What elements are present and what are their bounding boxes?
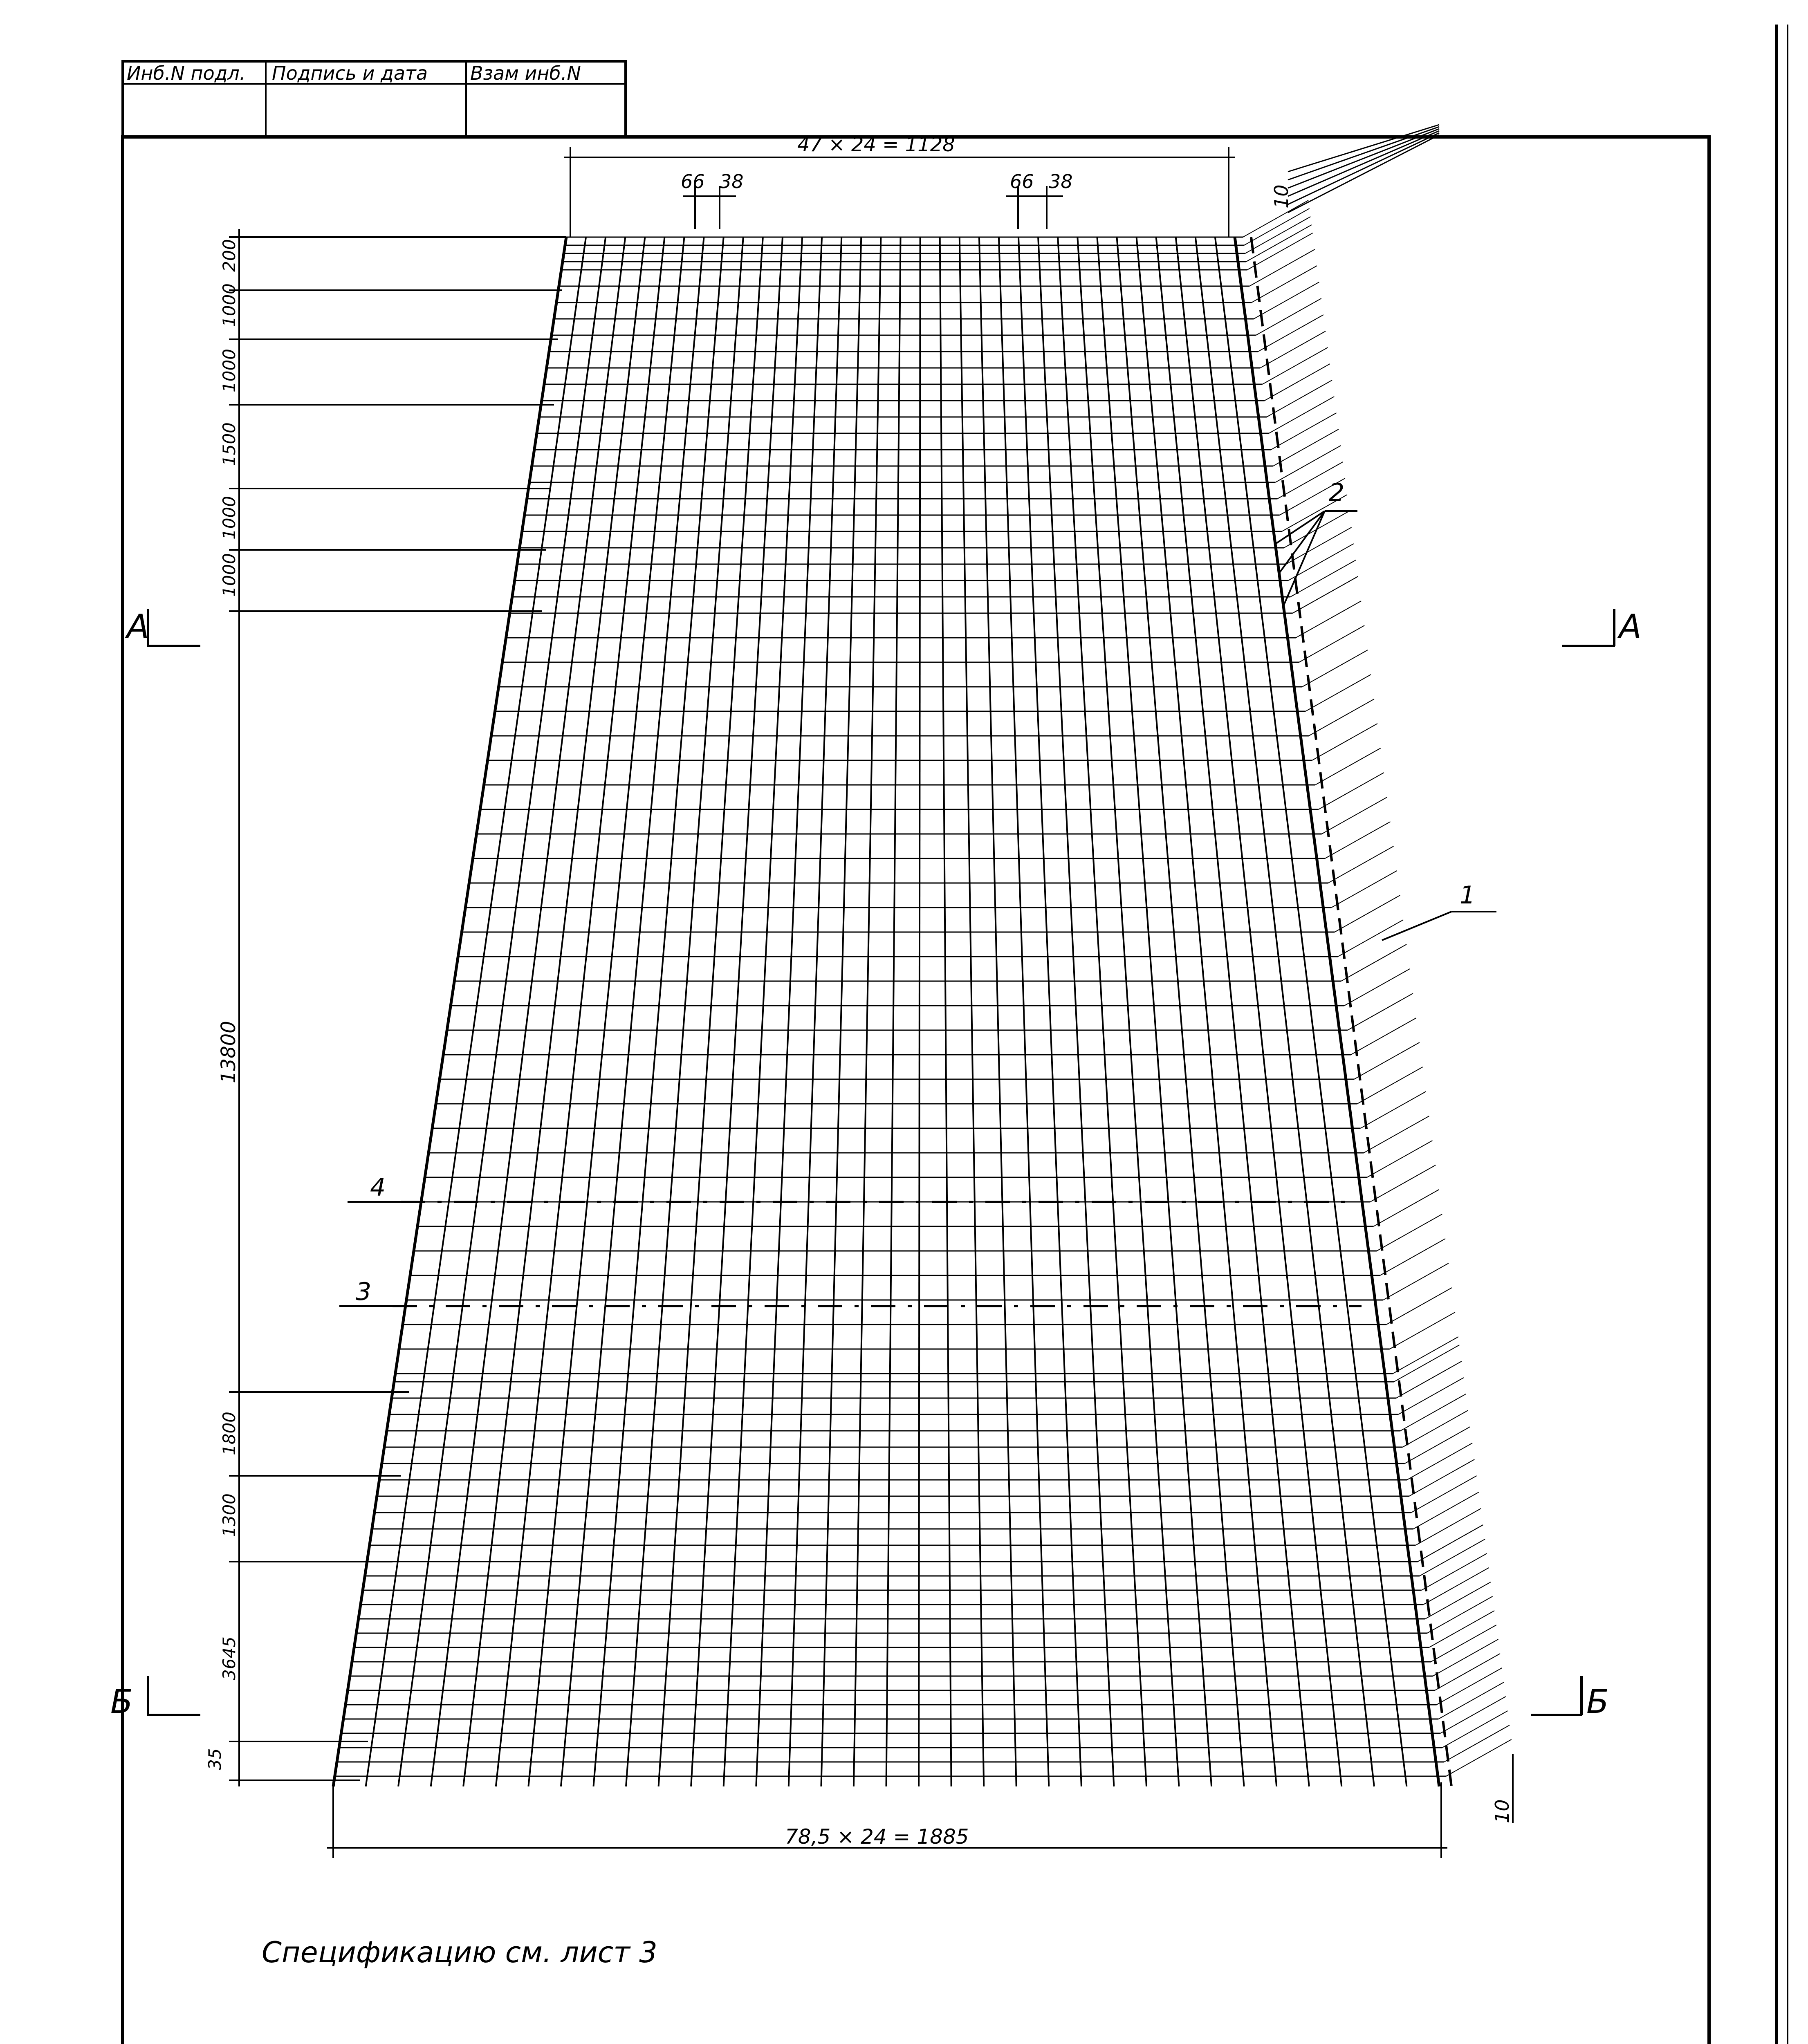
longitudinal-bar bbox=[1097, 237, 1211, 1786]
section-a-left: А bbox=[127, 607, 149, 645]
ring-bar-tail bbox=[1433, 1639, 1498, 1676]
ring-bar-tail bbox=[1423, 1568, 1489, 1605]
ring-bar-tail bbox=[1394, 1345, 1459, 1382]
ring-bar-tail bbox=[1357, 1067, 1423, 1104]
ring-bar-tail bbox=[1411, 1476, 1477, 1513]
ring-bar-tail bbox=[1361, 1091, 1426, 1128]
ring-bar-tail bbox=[1288, 544, 1354, 580]
ring-bar-tail bbox=[1409, 1459, 1474, 1496]
ring-bar-tail bbox=[1351, 1018, 1416, 1055]
ring-bar-tail bbox=[1254, 282, 1319, 319]
ring-bar-tail bbox=[1398, 1378, 1464, 1414]
longitudinal-bar bbox=[561, 237, 704, 1786]
longitudinal-bar bbox=[1235, 237, 1439, 1786]
ring-bar-tail bbox=[1418, 1525, 1483, 1562]
section-b-left: Б bbox=[110, 1683, 133, 1721]
longitudinal-bar bbox=[886, 237, 901, 1786]
ring-bar-tail bbox=[1435, 1654, 1500, 1690]
dim-top-overall: 47 × 24 = 1128 bbox=[797, 133, 955, 156]
longitudinal-bar bbox=[1196, 237, 1374, 1786]
ring-bar-tail bbox=[1364, 1116, 1429, 1153]
corner-hatch bbox=[1288, 133, 1439, 204]
cage-mesh bbox=[333, 125, 1512, 1786]
longitudinal-bar bbox=[940, 237, 951, 1786]
ring-bar-tail bbox=[1247, 233, 1313, 270]
ring-bar-tail bbox=[1309, 699, 1374, 736]
longitudinal-bar bbox=[1215, 237, 1407, 1786]
ring-bar-tail bbox=[1415, 1508, 1481, 1545]
dim-left-200: 200 bbox=[219, 239, 239, 272]
ring-bar-tail bbox=[1425, 1582, 1491, 1619]
section-a-right: А bbox=[1619, 607, 1642, 645]
ring-bar-tail bbox=[1275, 446, 1341, 482]
ring-bar-tail bbox=[1331, 871, 1397, 908]
top-stamp bbox=[123, 61, 626, 137]
longitudinal-bar bbox=[979, 237, 1016, 1786]
dimension-lines bbox=[229, 147, 1513, 1858]
ring-bar-tail bbox=[1427, 1596, 1493, 1633]
ring-bar-tail bbox=[1442, 1711, 1508, 1748]
longitudinal-bar bbox=[1117, 237, 1244, 1786]
ring-bar-tail bbox=[1269, 397, 1334, 433]
ring-bar-tail bbox=[1306, 675, 1371, 711]
stamp-cell-inv: Инб.N подл. bbox=[127, 62, 246, 84]
left-dimension-values bbox=[205, 239, 240, 1770]
longitudinal-bar bbox=[919, 237, 920, 1786]
longitudinal-bar bbox=[960, 237, 984, 1786]
longitudinal-bar bbox=[999, 237, 1049, 1786]
longitudinal-bar bbox=[528, 237, 684, 1786]
ring-bar-tail bbox=[1265, 364, 1330, 401]
callout-4: 4 bbox=[370, 1173, 386, 1202]
longitudinal-bar bbox=[398, 237, 606, 1786]
ring-bar-tail bbox=[1413, 1492, 1479, 1529]
stamp-cell-sign: Подпись и дата bbox=[272, 62, 428, 84]
ring-bar-tail bbox=[1296, 601, 1361, 638]
dim-top-right-66: 66 bbox=[1010, 170, 1034, 193]
dim-left-3645: 3645 bbox=[219, 1636, 239, 1680]
ring-bar-tail bbox=[1370, 1165, 1436, 1202]
longitudinal-bar bbox=[1077, 237, 1179, 1786]
ring-bar-tail bbox=[1429, 1611, 1494, 1647]
dim-left-13800: 13800 bbox=[217, 1021, 240, 1083]
ring-bar-tail bbox=[1267, 380, 1332, 417]
longitudinal-bar bbox=[431, 237, 626, 1786]
ring-bar-tail bbox=[1325, 822, 1391, 858]
longitudinal-bar bbox=[756, 237, 822, 1786]
dim-top-left-38: 38 bbox=[720, 170, 744, 193]
longitudinal-bar bbox=[626, 237, 743, 1786]
ring-bar-tail bbox=[1246, 225, 1312, 262]
dim-left-1000-c: 1000 bbox=[219, 496, 239, 540]
ring-bar-tail bbox=[1431, 1625, 1496, 1662]
dim-left-1500: 1500 bbox=[219, 422, 239, 466]
specification-note: Спецификацию см. лист 3 bbox=[262, 1936, 657, 1969]
dim-bottom-right-10: 10 bbox=[1491, 1799, 1513, 1823]
dim-left-1000-a: 1000 bbox=[219, 283, 239, 327]
longitudinal-bar bbox=[366, 237, 586, 1786]
ring-bar-tail bbox=[1252, 266, 1317, 303]
ring-bar-tail bbox=[1393, 1337, 1458, 1374]
corner-hatch bbox=[1288, 135, 1439, 213]
dim-left-1800: 1800 bbox=[219, 1412, 239, 1455]
ring-bar-tail bbox=[1271, 413, 1337, 450]
ring-bar-tail bbox=[1245, 217, 1310, 253]
dim-left-1000-d: 1000 bbox=[219, 553, 239, 597]
longitudinal-bar bbox=[496, 237, 665, 1786]
ring-bar-tail bbox=[1338, 920, 1403, 957]
longitudinal-bar bbox=[1156, 237, 1309, 1786]
callout-3: 3 bbox=[356, 1278, 372, 1306]
ring-bar-tail bbox=[1420, 1539, 1485, 1576]
ring-bar-tail bbox=[1273, 429, 1339, 466]
ring-bar-tail bbox=[1341, 944, 1406, 981]
longitudinal-bar bbox=[463, 237, 645, 1786]
ring-bar-tail bbox=[1380, 1239, 1445, 1275]
ring-bar-tail bbox=[1422, 1553, 1487, 1590]
ring-bar-tail bbox=[1260, 331, 1326, 368]
stamp-cell-replace: Взам инб.N bbox=[470, 62, 581, 84]
dim-left-1300: 1300 bbox=[219, 1493, 239, 1537]
ring-bar-tail bbox=[1444, 1725, 1510, 1762]
dashed-edge bbox=[1251, 237, 1451, 1786]
ring-bar-tail bbox=[1438, 1682, 1504, 1719]
ring-bar-tail bbox=[1322, 797, 1387, 834]
ring-bar-tail bbox=[1377, 1214, 1442, 1251]
longitudinal-bar bbox=[333, 237, 566, 1786]
ring-bar-tail bbox=[1328, 846, 1393, 883]
section-b-right: Б bbox=[1586, 1683, 1609, 1721]
ring-bar-tail bbox=[1286, 527, 1352, 564]
dim-top-right-38: 38 bbox=[1049, 170, 1073, 193]
longitudinal-bar bbox=[789, 237, 841, 1786]
ring-bar-tail bbox=[1440, 1697, 1506, 1733]
ring-bar-tail bbox=[1263, 347, 1328, 384]
ring-bar-tail bbox=[1335, 895, 1400, 932]
ring-bar-tail bbox=[1312, 724, 1377, 760]
longitudinal-bar bbox=[1176, 237, 1345, 1786]
ring-bar-tail bbox=[1446, 1739, 1512, 1776]
dim-left-35: 35 bbox=[205, 1748, 225, 1770]
longitudinal-bar bbox=[724, 237, 802, 1786]
ring-bar-tail bbox=[1315, 748, 1381, 785]
ring-bar-tail bbox=[1405, 1427, 1470, 1464]
longitudinal-bar bbox=[854, 237, 881, 1786]
callout-2: 2 bbox=[1329, 478, 1345, 507]
dim-bottom-overall: 78,5 × 24 = 1885 bbox=[785, 1825, 969, 1849]
dim-top-right-10: 10 bbox=[1270, 184, 1292, 208]
dim-left-1000-b: 1000 bbox=[219, 349, 239, 392]
ring-bar-tail bbox=[1348, 993, 1413, 1030]
ring-bar-tail bbox=[1344, 969, 1410, 1006]
callout-1: 1 bbox=[1460, 881, 1476, 910]
ring-bar-tail bbox=[1437, 1668, 1502, 1705]
corner-hatch bbox=[1288, 131, 1439, 196]
ring-bar-tail bbox=[1403, 1410, 1468, 1447]
ring-bar-tail bbox=[1390, 1312, 1455, 1349]
longitudinal-bar bbox=[659, 237, 763, 1786]
ring-bar-tail bbox=[1302, 650, 1368, 687]
ring-bar-tail bbox=[1367, 1141, 1432, 1177]
ring-bar-tail bbox=[1299, 625, 1364, 662]
ring-bar-tail bbox=[1292, 576, 1358, 613]
dim-top-left-66: 66 bbox=[681, 170, 705, 193]
corner-hatch bbox=[1288, 127, 1439, 180]
ring-bar-tail bbox=[1244, 208, 1310, 245]
corner-hatch bbox=[1288, 125, 1439, 172]
ring-bar-tail bbox=[1383, 1263, 1449, 1300]
ring-bar-tail bbox=[1386, 1288, 1452, 1325]
longitudinal-bar bbox=[1137, 237, 1277, 1786]
ring-bar-tail bbox=[1258, 315, 1323, 352]
ring-bar-tail bbox=[1400, 1394, 1466, 1431]
ring-bar-tail bbox=[1319, 773, 1384, 809]
longitudinal-bar bbox=[821, 237, 861, 1786]
ring-bar-tail bbox=[1249, 249, 1315, 286]
ring-bar-tail bbox=[1396, 1361, 1462, 1398]
ring-bar-tail bbox=[1407, 1443, 1472, 1480]
ring-bar-tail bbox=[1256, 298, 1321, 335]
ring-bar-tail bbox=[1373, 1190, 1439, 1226]
ring-bar-tail bbox=[1354, 1042, 1420, 1079]
